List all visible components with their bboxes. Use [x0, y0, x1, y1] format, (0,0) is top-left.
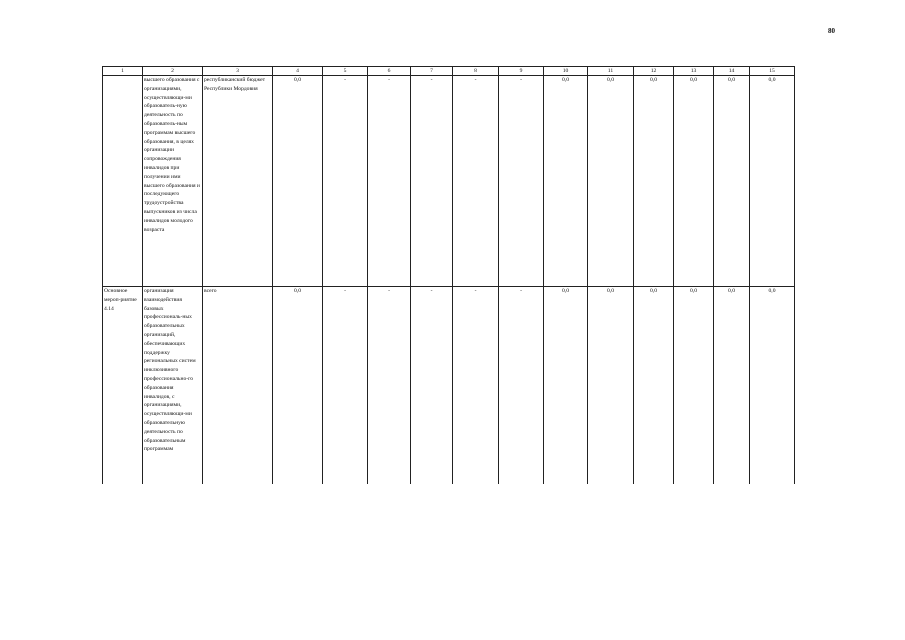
- value-cell: -: [499, 76, 544, 287]
- value-cell: -: [323, 287, 368, 485]
- description-cell: высшего образования с организациями, осуществляющи-ми образователь-ную деятельность по образователь-ным программам высшего образования, в целях организации сопровождения инвалидов при получении ими высшего образования и последующего трудоустройства выпускников из числа инвалидов молодого возраста: [143, 76, 203, 287]
- value-cell: 0,0: [674, 76, 714, 287]
- value-cell: -: [411, 76, 453, 287]
- header-cell: 11: [588, 67, 634, 76]
- header-cell: 10: [544, 67, 588, 76]
- funding-source-cell: всего: [203, 287, 273, 485]
- value-cell: -: [411, 287, 453, 485]
- value-cell: 0,0: [714, 287, 750, 485]
- header-cell: 15: [750, 67, 795, 76]
- value-cell: 0,0: [714, 76, 750, 287]
- value-cell: 0,0: [588, 287, 634, 485]
- budget-table: [102, 66, 795, 484]
- activity-cell: [103, 76, 143, 287]
- value-cell: 0,0: [273, 287, 323, 485]
- header-cell: 14: [714, 67, 750, 76]
- value-cell: 0,0: [634, 76, 674, 287]
- value-cell: 0,0: [750, 76, 795, 287]
- value-cell: 0,0: [674, 287, 714, 485]
- value-cell: -: [499, 287, 544, 485]
- value-cell: 0,0: [544, 76, 588, 287]
- value-cell: 0,0: [750, 287, 795, 485]
- value-cell: -: [368, 76, 411, 287]
- header-cell: 4: [273, 67, 323, 76]
- table-row: [103, 287, 795, 485]
- header-cell: 12: [634, 67, 674, 76]
- value-cell: -: [453, 287, 499, 485]
- header-cell: 8: [453, 67, 499, 76]
- value-cell: 0,0: [544, 287, 588, 485]
- funding-source-cell: республиканский бюджет Республики Мордовия: [203, 76, 273, 287]
- header-cell: 1: [103, 67, 143, 76]
- header-cell: 7: [411, 67, 453, 76]
- value-cell: 0,0: [588, 76, 634, 287]
- value-cell: 0,0: [634, 287, 674, 485]
- header-row: [103, 67, 795, 76]
- header-cell: 6: [368, 67, 411, 76]
- header-cell: 3: [203, 67, 273, 76]
- header-cell: 2: [143, 67, 203, 76]
- header-cell: 13: [674, 67, 714, 76]
- header-cell: 5: [323, 67, 368, 76]
- page-number: 80: [828, 27, 835, 35]
- value-cell: 0,0: [273, 76, 323, 287]
- activity-cell: Основное мероп-риятие 4.14: [103, 287, 143, 485]
- value-cell: -: [453, 76, 499, 287]
- description-cell: организация взаимодействия базовых профессиональ-ных образовательных организаций, обеспечивающих поддержку региональных систем инклюзивного профессионально-го образования инвалидов, с организациями, осуществляющи-ми образовательную деятельность по образовательным программам: [143, 287, 203, 485]
- value-cell: -: [368, 287, 411, 485]
- table-row: [103, 76, 795, 287]
- header-cell: 9: [499, 67, 544, 76]
- value-cell: -: [323, 76, 368, 287]
